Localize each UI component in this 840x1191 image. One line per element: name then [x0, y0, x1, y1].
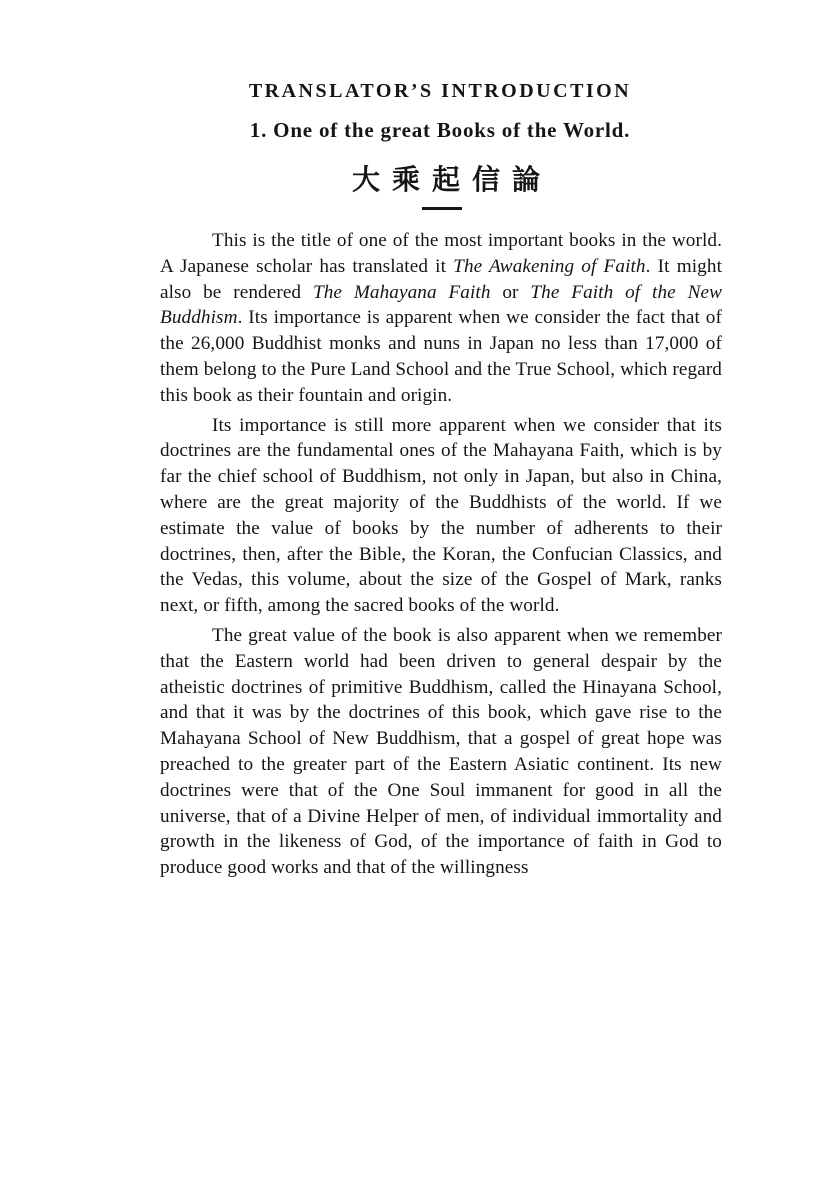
- heading-rule: [422, 207, 462, 210]
- chinese-title: 大乘起信論: [351, 163, 552, 196]
- paragraph-1: [160, 228, 722, 409]
- section-heading: 1. One of the great Books of the World.: [249, 118, 631, 142]
- chapter-heading: TRANSLATOR’S INTRODUCTION: [248, 80, 632, 102]
- book-title-text: The Awakening of Faith: [453, 255, 646, 277]
- body-text-run: This is the title of one of the most important books in the world. A Japanese scholar has translated it: [160, 230, 722, 277]
- book-title-text: The Mahayana Faith: [312, 281, 491, 303]
- body-text: [160, 228, 722, 881]
- body-text-run: . Its importance is apparent when we consider the fact that of the 26,000 Buddhist monks and nuns in Japan no less than 17,000 of them belong to the Pure Land School and the True School, which regard this book as their fountain and origin.: [160, 307, 722, 406]
- body-text-run: . It might also be rendered: [160, 255, 722, 303]
- body-text-run: or: [490, 281, 531, 303]
- book-title-text: The Faith of the New Buddhism: [160, 281, 722, 329]
- body-text-run: Its importance is still more apparent when we consider that its doctrines are the fundamental ones of the Mahayana Faith, which is by far the chief school of Buddhism, not only in Japan, but also in China, where are the great majority of the Buddhists of the world. If we estimate the value of books by the number of adherents to their doctrines, then, after the Bible, the Koran, the Confucian Classics, and the Vedas, this volume, about the size of the Gospel of Mark, ranks next, or fifth, among the sacred books of the world.: [160, 414, 722, 617]
- paragraph-2: [160, 413, 722, 619]
- paragraph-3: [160, 623, 722, 881]
- body-text-run: The great value of the book is also apparent when we remember that the Eastern world had been driven to general despair by the atheistic doctrines of primitive Buddhism, called the Hinayana School, and that it was by the doctrines of this book, which gave rise to the Mahayana School of New Buddhism, that a gospel of great hope was preached to the greater part of the Eastern Asiatic continent. Its new doctrines were that of the One Soul immanent for good in all the universe, that of a Divine Helper of men, of individual immortality and growth in the likeness of God, of the importance of faith in God to produce good works and that of the willingness: [160, 624, 722, 879]
